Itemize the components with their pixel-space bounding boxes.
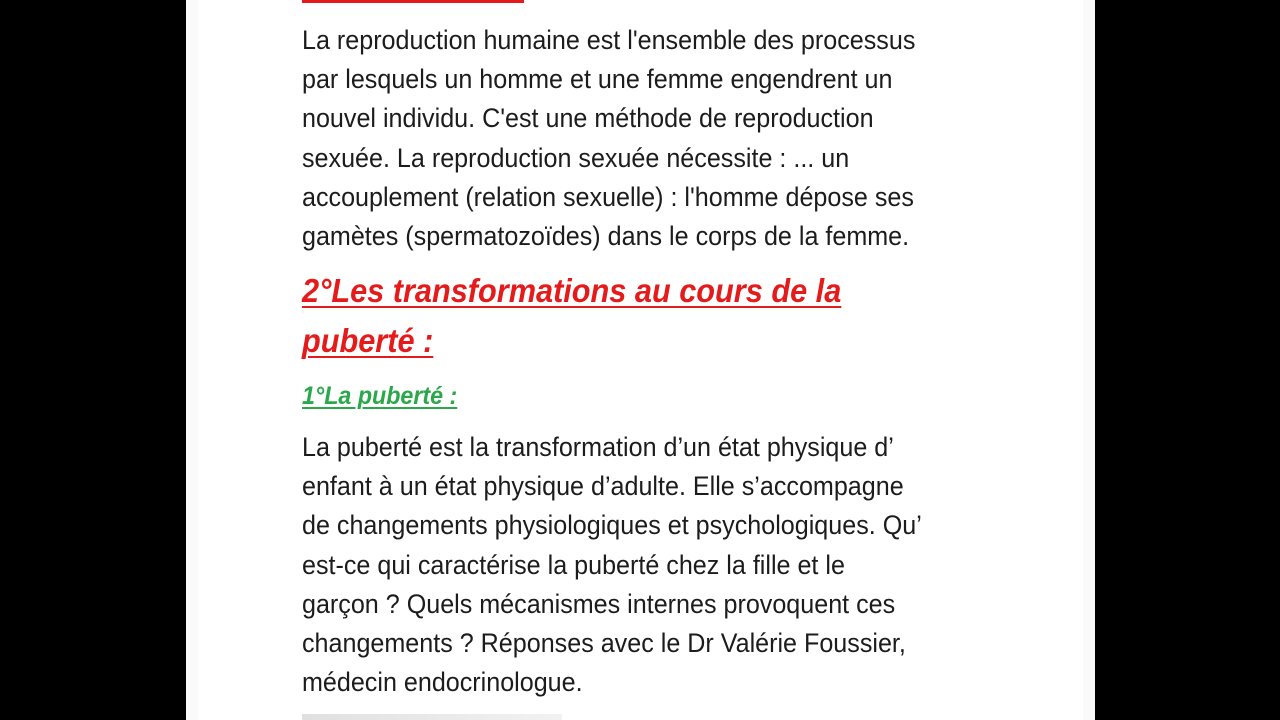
document-frame <box>186 0 1095 720</box>
intro-line: nouvel individu. C'est une méthode de reproduction <box>302 103 874 134</box>
document-page <box>198 0 1083 720</box>
puberty-line: est-ce qui caractérise la puberté chez la fille et le <box>302 549 845 580</box>
section-heading-line: puberté : <box>302 322 434 359</box>
puberty-line: changements ? Réponses avec le Dr Valérie Foussier, <box>302 628 906 659</box>
next-line-cut-off <box>302 714 562 720</box>
intro-line: gamètes (spermatozoïdes) dans le corps de la femme. <box>302 221 910 252</box>
intro-paragraph <box>302 21 915 256</box>
puberty-line: médecin endocrinologue. <box>302 667 583 698</box>
puberty-line: de changements physiologiques et psychologiques. Qu’ <box>302 510 922 541</box>
intro-line: La reproduction humaine est l'ensemble des processus <box>302 25 916 55</box>
puberty-line: enfant à un état physique d’adulte. Elle s’accompagne <box>302 471 904 502</box>
section-heading <box>302 266 841 366</box>
puberty-line: garçon ? Quels mécanismes internes provoquent ces <box>302 588 896 619</box>
intro-line: accouplement (relation sexuelle) : l'homme dépose ses <box>302 181 914 212</box>
intro-line: sexuée. La reproduction sexuée nécessite : ... un <box>302 142 850 173</box>
section-heading-line: 2°Les transformations au cours de la <box>302 272 842 309</box>
subsection-heading: 1°La puberté : <box>302 382 458 410</box>
puberty-line: La puberté est la transformation d’un état physique d’ <box>302 432 894 462</box>
intro-line: par lesquels un homme et une femme engendrent un <box>302 64 893 95</box>
previous-heading-underline <box>302 0 524 3</box>
puberty-paragraph <box>302 428 922 702</box>
